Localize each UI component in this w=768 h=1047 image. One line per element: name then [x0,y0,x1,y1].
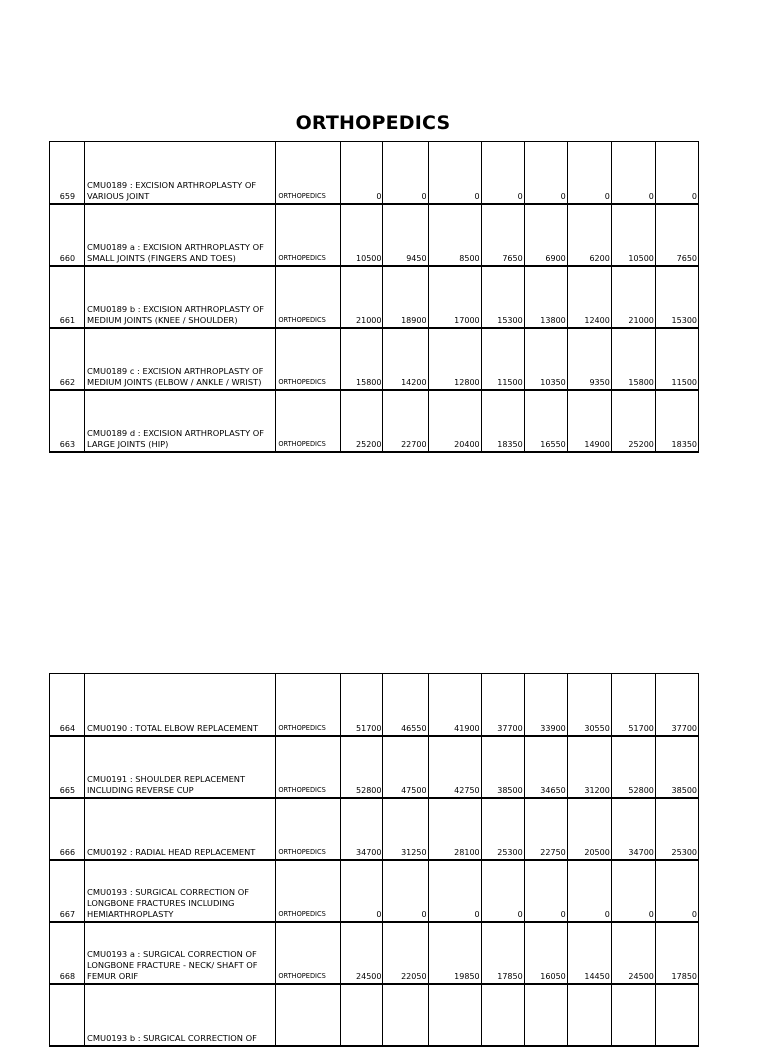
rate-cell: 15800 [611,328,655,390]
rate-cell: 25200 [611,390,655,452]
rate-cell: 22750 [524,798,567,860]
rate-cell: 0 [524,142,567,204]
rate-cell: 10500 [611,204,655,266]
rate-cell: 7650 [655,204,698,266]
table-row [50,798,699,860]
serial-number-cell: 663 [50,390,85,452]
rate-cell: 15300 [481,266,524,328]
rate-cell: 14900 [567,390,611,452]
table-row [50,922,699,984]
rate-cell: 52800 [611,736,655,798]
specialty-cell: ORTHOPEDICS [276,266,341,328]
rate-cell: 18900 [383,266,428,328]
rate-cell: 21000 [341,266,383,328]
procedure-description-cell: CMU0189 d : EXCISION ARTHROPLASTY OF LARGE JOINTS (HIP) [85,390,276,452]
rate-cell: 10350 [524,328,567,390]
specialty-cell: ORTHOPEDICS [276,204,341,266]
rate-cell: 31250 [383,798,428,860]
page-title: ORTHOPEDICS [295,112,451,134]
procedure-description-cell: CMU0191 : SHOULDER REPLACEMENT INCLUDING REVERSE CUP [85,736,276,798]
rate-cell: 30550 [567,674,611,736]
serial-number-cell: 665 [50,736,85,798]
rate-cell: 51700 [341,674,383,736]
rate-cell: 20500 [567,798,611,860]
rate-cell: 34700 [341,798,383,860]
rate-cell: 10500 [341,204,383,266]
procedure-description-cell: CMU0193 b : SURGICAL CORRECTION OF [85,984,276,1046]
rate-cell: 14200 [383,328,428,390]
rate-cell: 8500 [428,204,481,266]
rate-cell: 37700 [481,674,524,736]
rate-cell: 46550 [383,674,428,736]
rate-cell: 9350 [567,328,611,390]
rate-cell: 15800 [341,328,383,390]
rate-cell: 0 [611,860,655,922]
rate-cell: 0 [481,142,524,204]
specialty-cell: ORTHOPEDICS [276,922,341,984]
rate-cell: 17850 [481,922,524,984]
table-1-body [50,142,699,452]
procedure-description-cell: CMU0189 b : EXCISION ARTHROPLASTY OF MEDIUM JOINTS (KNEE / SHOULDER) [85,266,276,328]
rate-cell [428,984,481,1046]
rate-cell: 6200 [567,204,611,266]
rate-cell: 21000 [611,266,655,328]
rate-cell: 47500 [383,736,428,798]
specialty-cell: ORTHOPEDICS [276,142,341,204]
table-row [50,736,699,798]
rate-cell [655,984,698,1046]
serial-number-cell: 666 [50,798,85,860]
rate-cell: 34650 [524,736,567,798]
rate-cell: 42750 [428,736,481,798]
rate-cell [567,984,611,1046]
rate-cell: 0 [383,860,428,922]
rate-cell: 11500 [655,328,698,390]
rate-cell: 22700 [383,390,428,452]
rate-cell: 6900 [524,204,567,266]
rate-cell: 28100 [428,798,481,860]
serial-number-cell: 664 [50,674,85,736]
table-row [50,390,699,452]
rate-cell: 34700 [611,798,655,860]
serial-number-cell: 668 [50,922,85,984]
rate-cell [383,984,428,1046]
rate-cell: 0 [655,860,698,922]
specialty-cell [276,984,341,1046]
serial-number-cell: 659 [50,142,85,204]
rate-cell: 0 [341,860,383,922]
rate-cell [611,984,655,1046]
rate-cell: 24500 [341,922,383,984]
serial-number-cell: 662 [50,328,85,390]
table-row [50,674,699,736]
serial-number-cell: 667 [50,860,85,922]
specialty-cell: ORTHOPEDICS [276,860,341,922]
specialty-cell: ORTHOPEDICS [276,328,341,390]
rate-cell: 14450 [567,922,611,984]
rate-cell: 31200 [567,736,611,798]
rate-cell: 9450 [383,204,428,266]
rate-cell: 17850 [655,922,698,984]
rate-cell: 38500 [481,736,524,798]
procedure-description-cell: CMU0189 c : EXCISION ARTHROPLASTY OF MEDIUM JOINTS (ELBOW / ANKLE / WRIST) [85,328,276,390]
procedure-description-cell: CMU0193 a : SURGICAL CORRECTION OF LONGBONE FRACTURE - NECK/ SHAFT OF FEMUR ORIF [85,922,276,984]
rate-cell: 0 [611,142,655,204]
specialty-cell: ORTHOPEDICS [276,390,341,452]
rate-cell: 11500 [481,328,524,390]
rate-table-1 [49,141,699,453]
rate-cell: 0 [655,142,698,204]
table-row [50,984,699,1046]
rate-cell: 19850 [428,922,481,984]
rate-cell: 7650 [481,204,524,266]
serial-number-cell: 661 [50,266,85,328]
rate-cell: 12400 [567,266,611,328]
rate-cell: 0 [428,142,481,204]
rate-cell [524,984,567,1046]
rate-cell: 0 [428,860,481,922]
procedure-description-cell: CMU0192 : RADIAL HEAD REPLACEMENT [85,798,276,860]
procedure-description-cell: CMU0189 : EXCISION ARTHROPLASTY OF VARIOUS JOINT [85,142,276,204]
rate-cell: 0 [567,860,611,922]
rate-cell: 25300 [481,798,524,860]
rate-cell: 38500 [655,736,698,798]
rate-cell: 0 [481,860,524,922]
rate-cell: 41900 [428,674,481,736]
rate-cell: 12800 [428,328,481,390]
table-row [50,266,699,328]
procedure-description-cell: CMU0193 : SURGICAL CORRECTION OF LONGBONE FRACTURES INCLUDING HEMIARTHROPLASTY [85,860,276,922]
rate-cell: 52800 [341,736,383,798]
table-row [50,328,699,390]
rate-cell: 17000 [428,266,481,328]
rate-cell: 37700 [655,674,698,736]
rate-cell: 24500 [611,922,655,984]
rate-cell: 0 [383,142,428,204]
rate-cell: 0 [524,860,567,922]
rate-cell: 51700 [611,674,655,736]
specialty-cell: ORTHOPEDICS [276,736,341,798]
rate-cell: 0 [341,142,383,204]
serial-number-cell [50,984,85,1046]
rate-cell: 16550 [524,390,567,452]
rate-cell: 18350 [655,390,698,452]
table-row [50,860,699,922]
specialty-cell: ORTHOPEDICS [276,674,341,736]
procedure-description-cell: CMU0190 : TOTAL ELBOW REPLACEMENT [85,674,276,736]
rate-cell: 16050 [524,922,567,984]
rate-cell [341,984,383,1046]
rate-cell [481,984,524,1046]
rate-cell: 0 [567,142,611,204]
table-2-body [50,674,699,1046]
rate-cell: 18350 [481,390,524,452]
procedure-description-cell: CMU0189 a : EXCISION ARTHROPLASTY OF SMALL JOINTS (FINGERS AND TOES) [85,204,276,266]
rate-cell: 13800 [524,266,567,328]
serial-number-cell: 660 [50,204,85,266]
table-row [50,142,699,204]
rate-table-2 [49,673,699,1047]
rate-cell: 20400 [428,390,481,452]
rate-cell: 15300 [655,266,698,328]
rate-cell: 25200 [341,390,383,452]
table-row [50,204,699,266]
specialty-cell: ORTHOPEDICS [276,798,341,860]
rate-cell: 22050 [383,922,428,984]
rate-cell: 33900 [524,674,567,736]
rate-cell: 25300 [655,798,698,860]
